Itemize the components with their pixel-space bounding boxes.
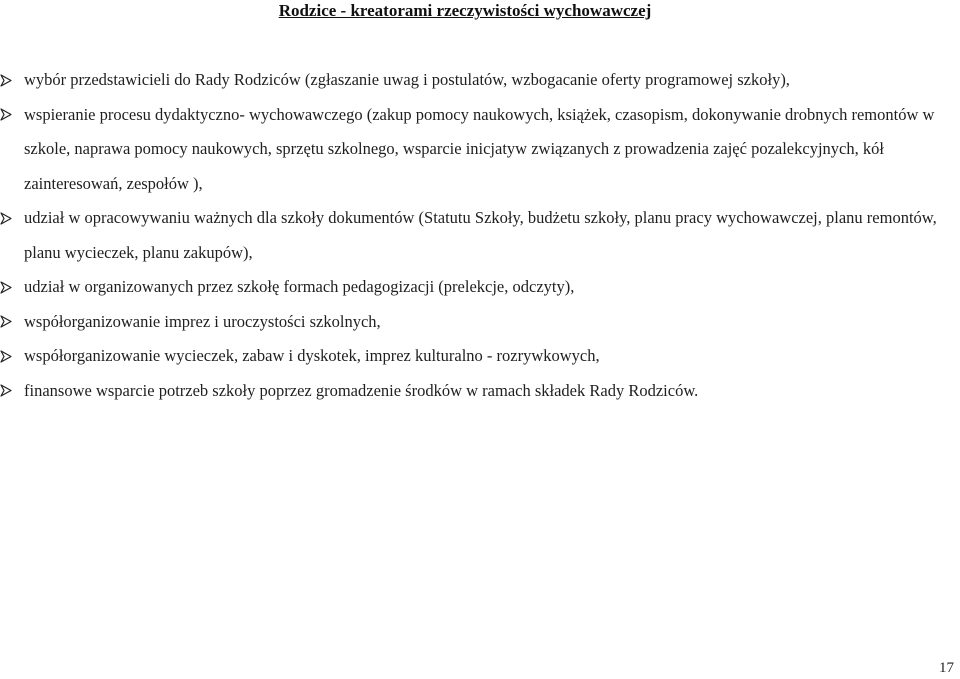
list-item — [0, 374, 940, 409]
list-item-text: wybór przedstawicieli do Rady Rodziców (zgłaszanie uwag i postulatów, wzbogacanie oferty programowej szkoły), — [24, 70, 790, 89]
list-item-text: udział w opracowywaniu ważnych dla szkoły dokumentów (Statutu Szkoły, budżetu szkoły, planu pracy wychowawczej, planu remontów, planu wycieczek, planu zakupów), — [24, 208, 937, 262]
page-number: 17 — [939, 660, 954, 676]
arrowhead-bullet-icon — [0, 270, 14, 305]
list-item — [0, 63, 940, 98]
arrowhead-bullet-icon — [0, 201, 14, 236]
list-item-text: wspieranie procesu dydaktyczno- wychowawczego (zakup pomocy naukowych, książek, czasopism, dokonywanie drobnych remontów w szkole, naprawa pomocy naukowych, sprzętu szkolnego, wsparcie inicjatyw związanych z prowadzenia zajęć pozalekcyjnych, kół zainteresowań, zespołów ), — [24, 104, 935, 193]
arrowhead-bullet-icon — [0, 63, 14, 98]
list-item — [0, 305, 940, 340]
list-item — [0, 201, 940, 270]
list-item — [0, 98, 940, 202]
bullet-list — [0, 63, 940, 408]
arrowhead-bullet-icon — [0, 305, 14, 340]
list-item-text: współorganizowanie imprez i uroczystości szkolnych, — [24, 311, 381, 331]
arrowhead-bullet-icon — [0, 339, 14, 374]
list-item-text: współorganizowanie wycieczek, zabaw i dyskotek, imprez kulturalno - rozrywkowych, — [24, 346, 600, 365]
list-item — [0, 270, 940, 305]
list-item-text: udział w organizowanych przez szkołę formach pedagogizacji (prelekcje, odczyty), — [24, 277, 575, 296]
arrowhead-bullet-icon — [0, 98, 14, 133]
page-title: Rodzice - kreatorami rzeczywistości wychowawczej — [278, 1, 652, 20]
list-item-text: finansowe wsparcie potrzeb szkoły poprzez gromadzenie środków w ramach składek Rady Rodziców. — [24, 380, 699, 400]
arrowhead-bullet-icon — [0, 374, 14, 409]
list-item — [0, 339, 940, 374]
